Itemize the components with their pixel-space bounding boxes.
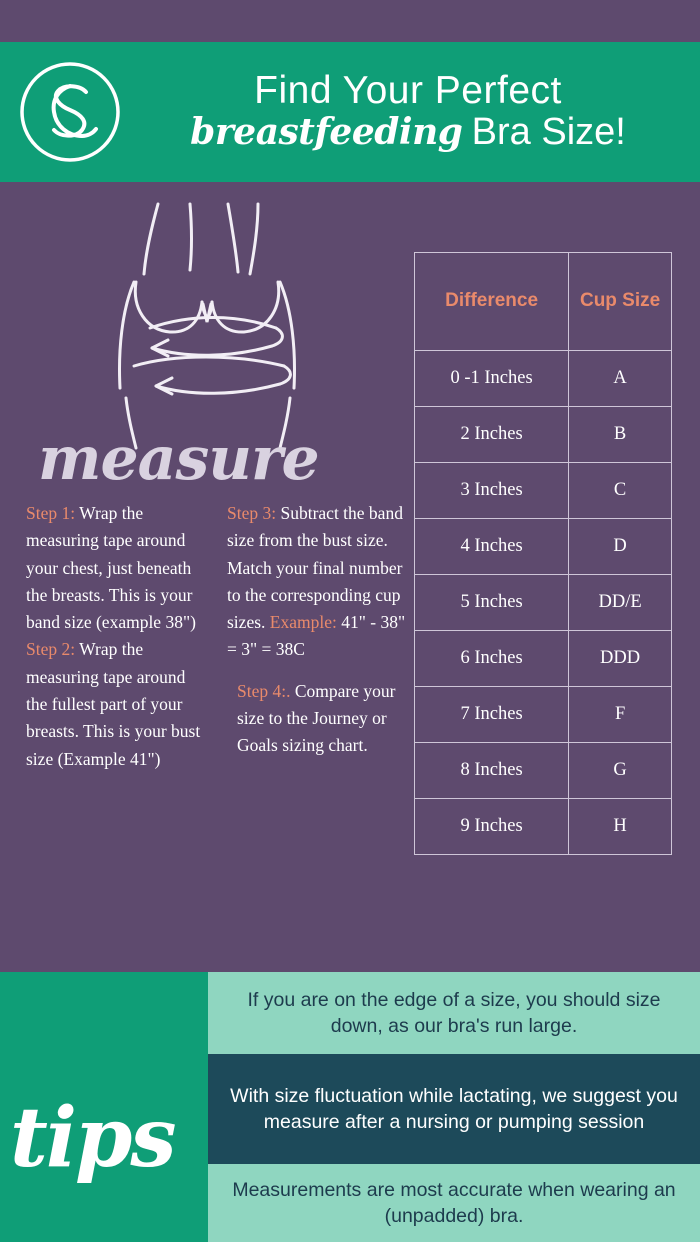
cell-cup-size: G [569, 743, 672, 799]
header-title-line2 [126, 112, 690, 154]
table-header-row [415, 253, 672, 351]
step-1-text: Wrap the measuring tape around your chest, just beneath the breasts. This is your band size (example 38") [26, 503, 196, 633]
step-4 [227, 678, 410, 760]
step-1 [26, 500, 209, 636]
top-accent-strip [0, 0, 700, 42]
step-3 [227, 500, 410, 664]
cell-difference: 4 Inches [415, 519, 569, 575]
steps-column-right [227, 500, 410, 773]
steps-container [26, 500, 410, 773]
cell-cup-size: H [569, 799, 672, 855]
table-row [415, 743, 672, 799]
table-row [415, 407, 672, 463]
cell-difference: 5 Inches [415, 575, 569, 631]
cell-cup-size: B [569, 407, 672, 463]
step-2-label: Step 2: [26, 639, 76, 660]
cell-cup-size: D [569, 519, 672, 575]
spacer [227, 664, 410, 678]
step-3-example-label: Example: [269, 612, 337, 633]
step-3-example-text: 41" - 38" = 3" = 38C [227, 612, 406, 660]
cell-difference: 7 Inches [415, 687, 569, 743]
table-row [415, 519, 672, 575]
tip-1: If you are on the edge of a size, you should size down, as our bra's run large. [208, 972, 700, 1054]
header-title-rest: Bra Size! [471, 110, 626, 153]
cell-difference: 2 Inches [415, 407, 569, 463]
step-3-text: Subtract the band size from the bust size. Match your final number to the corresponding cup sizes. [227, 503, 403, 633]
step-2-text: Wrap the measuring tape around the fullest part of your breasts. This is your bust size (Example 41") [26, 639, 201, 769]
step-4-label: Step 4:. [237, 680, 291, 701]
table-row [415, 575, 672, 631]
cup-size-table [414, 252, 672, 855]
cell-cup-size: C [569, 463, 672, 519]
table-header-cup-size: Cup Size [569, 253, 672, 351]
tip-2: With size fluctuation while lactating, we suggest you measure after a nursing or pumping session [208, 1054, 700, 1164]
measure-script-word: measure [38, 424, 319, 494]
step-3-label: Step 3: [227, 503, 277, 523]
steps-column-left [26, 500, 209, 773]
table-row [415, 631, 672, 687]
header-title-script-word: breastfeeding [190, 110, 463, 153]
step-2 [26, 636, 209, 772]
cell-cup-size: DD/E [569, 575, 672, 631]
cell-cup-size: DDD [569, 631, 672, 687]
step-1-label: Step 1: [26, 503, 76, 523]
page-header [0, 42, 700, 182]
tips-script-word: tips [10, 1090, 175, 1186]
tip-3: Measurements are most accurate when wearing an (unpadded) bra. [208, 1164, 700, 1242]
sw-monogram-logo [14, 56, 126, 168]
table-row [415, 463, 672, 519]
measure-section [0, 182, 700, 972]
tips-section [0, 972, 700, 1242]
cell-difference: 6 Inches [415, 631, 569, 687]
cell-difference: 8 Inches [415, 743, 569, 799]
table-row [415, 351, 672, 407]
header-title-line1: Find Your Perfect [254, 68, 562, 112]
bra-measuring-tape-illustration [40, 190, 370, 455]
cell-difference: 3 Inches [415, 463, 569, 519]
table-header-difference: Difference [415, 253, 569, 351]
cell-difference: 0 -1 Inches [415, 351, 569, 407]
cell-difference: 9 Inches [415, 799, 569, 855]
step-4-text: Compare your size to the Journey or Goals sizing chart. [237, 680, 396, 756]
table-row [415, 687, 672, 743]
cell-cup-size: A [569, 351, 672, 407]
table-row [415, 799, 672, 855]
cell-cup-size: F [569, 687, 672, 743]
cup-size-table-wrapper [414, 252, 672, 855]
header-title-group [126, 68, 700, 154]
